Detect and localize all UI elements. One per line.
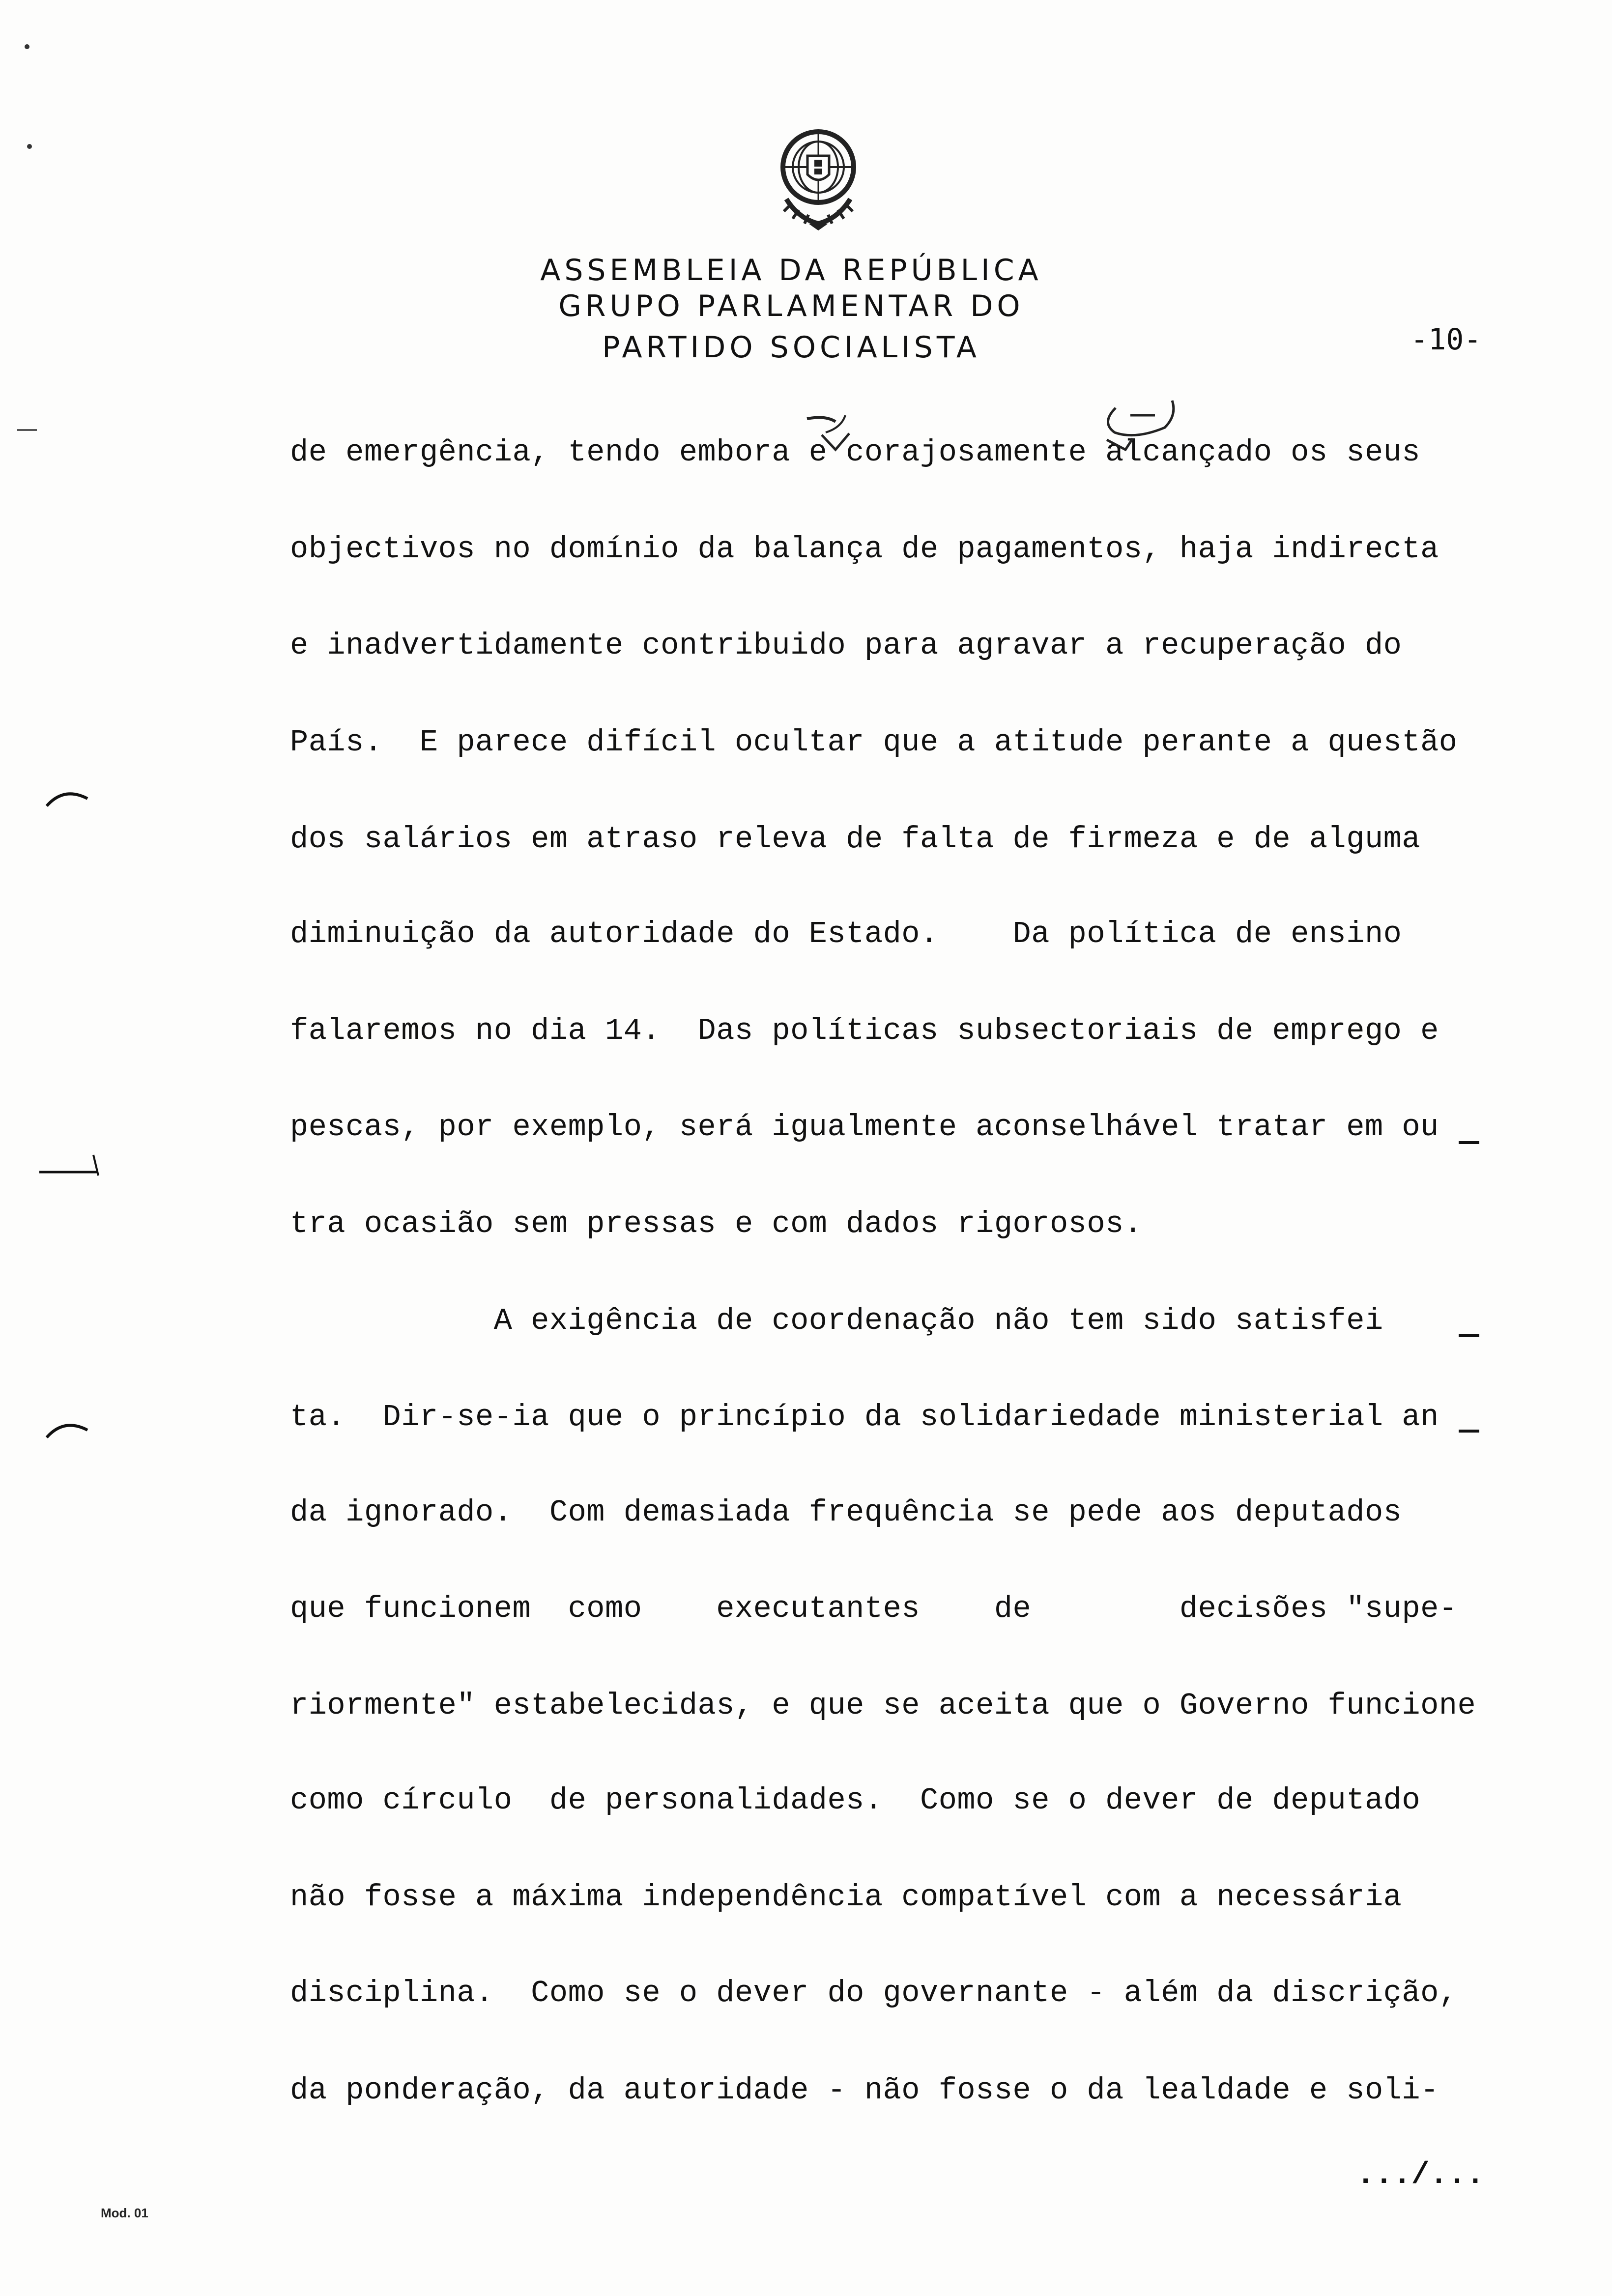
body-line: objectivos no domínio da balança de pagamentos, haja indirecta	[290, 532, 1439, 567]
body-line: e inadvertidamente contribuido para agravar a recuperação do	[290, 628, 1402, 663]
margin-speck	[27, 144, 32, 149]
body-line: diminuição da autoridade do Estado. Da política de ensino	[290, 917, 1402, 951]
coat-of-arms-icon	[769, 125, 867, 231]
margin-fold-mark	[93, 1155, 98, 1176]
form-code: Mod. 01	[101, 2206, 148, 2220]
body-line: como círculo de personalidades. Como se o dever de deputado	[290, 1783, 1421, 1818]
body-line: que funcionem como executantes de decisões "supe-	[290, 1591, 1458, 1626]
body-line: tra ocasião sem pressas e com dados rigorosos.	[290, 1206, 1143, 1241]
body-line: disciplina. Como se o dever do governante - além da discrição,	[290, 1976, 1458, 2010]
handwritten-bracket-mark	[826, 415, 845, 432]
body-line: País. E parece difícil ocultar que a atitude perante a questão	[290, 725, 1458, 760]
body-line: da ignorado. Com demasiada frequência se pede aos deputados	[290, 1495, 1402, 1530]
margin-hole-mark	[47, 794, 87, 806]
body-line: ta. Dir-se-ia que o princípio da solidariedade ministerial an	[290, 1400, 1439, 1435]
margin-speck	[25, 44, 29, 49]
body-line: A exigência de coordenação não tem sido satisfei	[290, 1303, 1383, 1338]
body-line: falaremos no dia 14. Das políticas subsectoriais de emprego e	[290, 1013, 1439, 1048]
body-line: de emergência, tendo embora e corajosamente alcançado os seus	[290, 435, 1421, 470]
body-line: da ponderação, da autoridade - não fosse o da lealdade e soli-	[290, 2073, 1439, 2108]
page-number: -10-	[1410, 322, 1482, 357]
body-line: pescas, por exemplo, será igualmente aconselhável tratar em ou	[290, 1110, 1439, 1145]
header-subtitle: GRUPO PARLAMENTAR DO	[558, 289, 1024, 323]
continuation-mark: .../...	[1356, 2157, 1485, 2192]
body-line: riormente" estabelecidas, e que se aceita que o Governo funcione	[290, 1688, 1476, 1723]
handwritten-bracket-mark	[807, 418, 835, 422]
margin-hole-mark	[47, 1425, 87, 1437]
body-line: dos salários em atraso releva de falta de firmeza e de alguma	[290, 822, 1421, 857]
body-line: não fosse a máxima independência compatível com a necessária	[290, 1880, 1402, 1915]
handwritten-bracket-mark	[1108, 401, 1173, 435]
header-party: PARTIDO SOCIALISTA	[602, 330, 980, 365]
header-title: ASSEMBLEIA DA REPÚBLICA	[540, 253, 1042, 287]
